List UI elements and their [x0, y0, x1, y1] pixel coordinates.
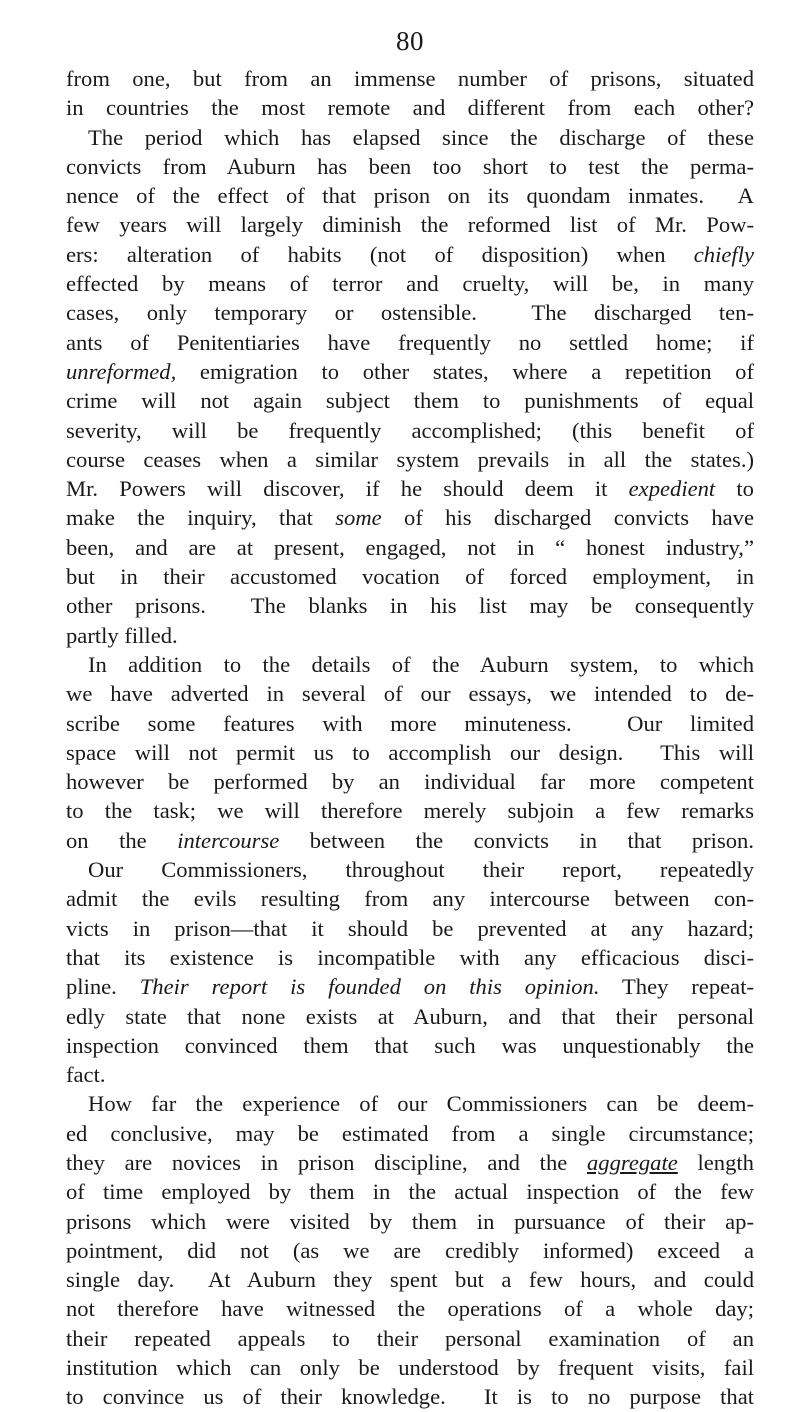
italic-word: expedient: [628, 476, 716, 502]
text-line: they are novices in prison discipline, and the aggregate length: [66, 1149, 754, 1175]
text-line: effected by means of terror and cruelty, will be, in many: [66, 271, 754, 297]
text-line: but in their accustomed vocation of forced employment, in: [66, 564, 754, 590]
text-line: pointment, did not (as we are credibly informed) exceed a: [66, 1237, 754, 1263]
text-line: space will not permit us to accomplish our design. This will: [66, 739, 754, 765]
text-line: Our Commissioners, throughout their report, repeatedly: [88, 857, 754, 883]
text-line: we have adverted in several of our essays, we intended to de-: [66, 681, 754, 707]
text-line: scribe some features with more minuteness. Our limited: [66, 710, 754, 736]
text-line: prisons which were visited by them in pursuance of their ap-: [66, 1208, 754, 1234]
text-line: few years will largely diminish the reformed list of Mr. Pow-: [66, 212, 754, 238]
text-line: edly state that none exists at Auburn, and that their personal: [66, 1003, 754, 1029]
text-line: partly filled.: [66, 622, 178, 648]
text-line: institution which can only be understood by frequent visits, fail: [66, 1355, 754, 1381]
text-line: on the intercourse between the convicts in that prison.: [66, 827, 754, 853]
text-line: other prisons. The blanks in his list may be consequently: [66, 593, 754, 619]
text-line: severity, will be frequently accomplished; (this benefit of: [66, 417, 754, 443]
text-line: cases, only temporary or ostensible. The discharged ten-: [66, 300, 754, 326]
text-line: In addition to the details of the Auburn system, to which: [88, 651, 754, 677]
text-line: How far the experience of our Commissioners can be deem-: [88, 1091, 754, 1117]
body-text: [66, 64, 754, 1412]
text-line: Mr. Powers will discover, if he should deem it expedient to: [66, 476, 754, 502]
text-line: unreformed, emigration to other states, where a repetition of: [66, 358, 754, 384]
text-line: ants of Penitentiaries have frequently no settled home; if: [66, 329, 754, 355]
text-line: that its existence is incompatible with any efficacious disci-: [66, 944, 754, 970]
text-line: victs in prison—that it should be prevented at any hazard;: [66, 915, 754, 941]
text-line: of time employed by them in the actual inspection of the few: [66, 1179, 754, 1205]
text-line: to convince us of their knowledge. It is to no purpose that: [66, 1384, 754, 1410]
text-line: inspection convinced them that such was unquestionably the: [66, 1032, 754, 1058]
text-line: single day. At Auburn they spent but a few hours, and could: [66, 1267, 754, 1293]
page-number: 80: [396, 26, 424, 56]
italic-phrase: Their report is founded on this opinion.: [139, 974, 600, 1000]
text-line: from one, but from an immense number of prisons, situated: [66, 66, 754, 91]
italic-word: intercourse: [177, 827, 280, 853]
text-line: crime will not again subject them to punishments of equal: [66, 388, 754, 414]
text-line: convicts from Auburn has been too short to test the perma-: [66, 153, 754, 179]
text-line: The period which has elapsed since the discharge of these: [88, 124, 754, 150]
text-line: been, and are at present, engaged, not in “ honest industry,”: [66, 534, 754, 560]
text-line: pline. Their report is founded on this opinion. They repeat-: [66, 974, 754, 1000]
text-line: fact.: [66, 1062, 106, 1088]
text-line: ers: alteration of habits (not of disposition) when chiefly: [66, 241, 754, 267]
text-line: not therefore have witnessed the operations of a whole day;: [66, 1296, 754, 1322]
text-line: however be performed by an individual far more competent: [66, 769, 754, 795]
text-line: their repeated appeals to their personal examination of an: [66, 1325, 754, 1351]
text-line: course ceases when a similar system prevails in all the states.): [66, 446, 754, 472]
text-line: ed conclusive, may be estimated from a single circumstance;: [66, 1120, 754, 1146]
text-line: nence of the effect of that prison on its quondam inmates. A: [66, 183, 754, 209]
text-line: to the task; we will therefore merely subjoin a few remarks: [66, 798, 754, 824]
text-line: admit the evils resulting from any intercourse between con-: [66, 886, 754, 912]
text-line: in countries the most remote and different from each other?: [66, 95, 754, 121]
underlined-word: aggregate: [587, 1149, 678, 1175]
italic-word: some: [335, 505, 382, 531]
italic-word: unreformed,: [66, 358, 177, 384]
italic-word: chiefly: [693, 241, 754, 267]
text-line: make the inquiry, that some of his discharged convicts have: [66, 505, 754, 531]
